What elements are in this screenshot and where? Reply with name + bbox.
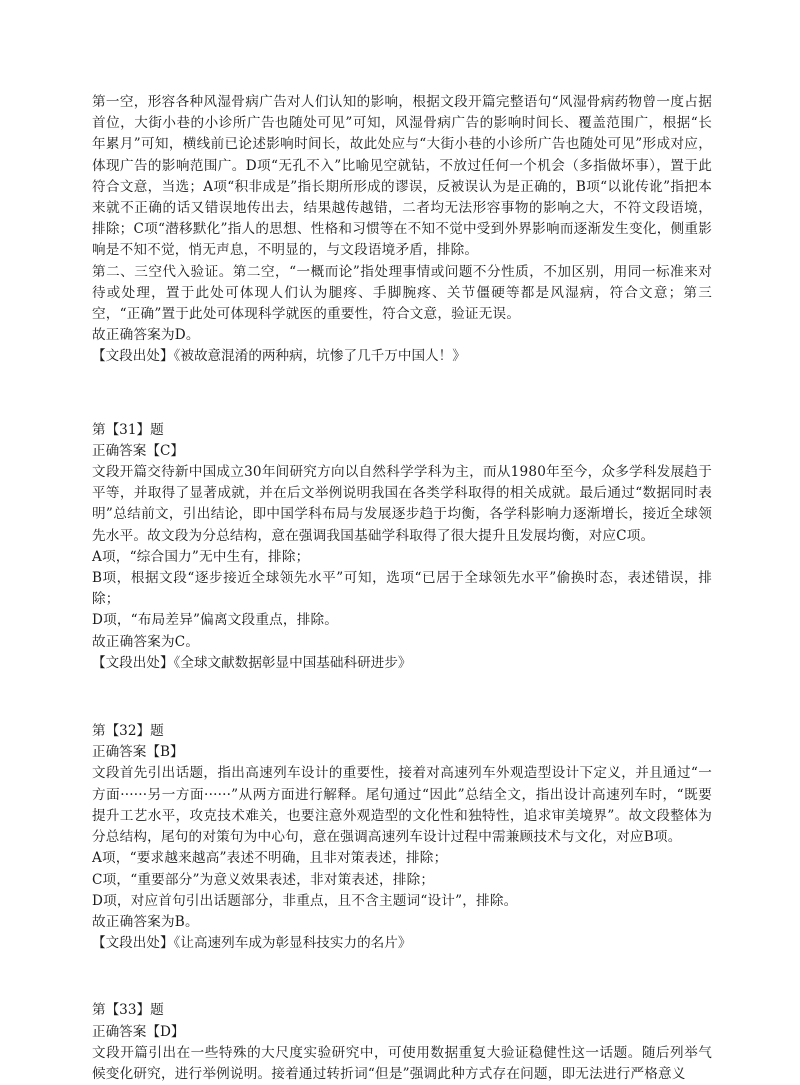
question-32-title: 第【32】题 (92, 723, 164, 740)
question-32-option-a: A项，“要求越来越高”表述不明确，且非对策表述，排除； (92, 850, 448, 867)
question-32-answer: 故正确答案为B。 (92, 913, 199, 930)
question-32-analysis: 文段首先引出话题，指出高速列车设计的重要性，接着对高速列车外观造型设计下定义，并且通过“一方面······另一方面······”从两方面进行解释。尾句通过“因此”总结全文，指出设计高速列车时，“既要提升工艺水平，攻克技术难关，也要注意外观造型的文化性和独特性，追求审美境界”。故文段整体为分总结构，尾句的对策句为中心句，意在强调高速列车设计过程中需兼顾技术与文化，对应B项。 (92, 765, 712, 846)
question-33-analysis: 文段开篇引出在一些特殊的大尺度实验研究中，可使用数据重复大验证稳健性这一话题。随后列举气候变化研究，进行举例说明。接着通过转折词“但是”强调此种方式存在问题，即无法进行严格意义 (92, 1044, 712, 1082)
question-32 (92, 721, 712, 954)
question-31-answer: 故正确答案为C。 (92, 633, 200, 650)
intro-source: 【文段出处】《被故意混淆的两种病，坑惨了几千万中国人！》 (92, 348, 466, 365)
question-31-option-b: B项，根据文段“逐步接近全球领先水平”可知，选项“已居于全球领先水平”偷换时态，表述错误，排除； (92, 570, 712, 608)
question-31-answer-line: 正确答案【C】 (92, 442, 184, 459)
question-31-option-a: A项，“综合国力”无中生有，排除； (92, 548, 310, 565)
intro-paragraph-1: 第一空，形容各种风湿骨病广告对人们认知的影响，根据文段开篇完整语句“风湿骨病药物曾一度占据首位，大街小巷的小诊所广告也随处可见”可知，风湿骨病广告的影响时间长、覆盖范围广，根据“长年累月”可知，横线前已论述影响时间长，故此处应与“大街小巷的小诊所广告也随处可见”形成对应，体现广告的影响范围广。D项“无孔不入”比喻见空就钻，不放过任何一个机会（多指做坏事），置于此符合文意，当选；A项“积非成是”指长期所形成的谬误，反被误认为是正确的，B项“以讹传讹”指把本来就不正确的话又错误地传出去，结果越传越错，二者均无法形容事物的影响之大，不符文段语境，排除；C项“潜移默化”指人的思想、性格和习惯等在不知不觉中受到外界影响而逐渐发生变化，侧重影响是不知不觉，悄无声息，不明显的，与文段语境矛盾，排除。 (92, 94, 712, 259)
question-31 (92, 420, 712, 674)
question-33-title: 第【33】题 (92, 1002, 164, 1019)
question-31-option-d: D项，“布局差异”偏离文段重点，排除。 (92, 612, 339, 629)
question-32-option-c: C项，“重要部分”为意义效果表述，非对策表述，排除； (92, 871, 435, 888)
intro-answer: 故正确答案为D。 (92, 327, 200, 344)
intro-paragraph-2: 第二、三空代入验证。第二空，“一概而论”指处理事情或问题不分性质，不加区别，用同一标准来对待或处理，置于此处可体现人们认为腿疼、手脚腕疼、关节僵硬等都是风湿病，符合文意；第三空，“正确”置于此处可体现科学就医的重要性，符合文意，验证无误。 (92, 263, 712, 323)
question-33 (92, 1000, 712, 1085)
question-32-answer-line: 正确答案【B】 (92, 744, 184, 761)
question-31-source: 【文段出处】《全球文献数据彰显中国基础科研进步》 (92, 654, 412, 671)
question-32-option-d: D项，对应首句引出话题部分，非重点，且不含主题词“设计”，排除。 (92, 892, 518, 909)
question-33-answer-line: 正确答案【D】 (92, 1023, 185, 1040)
question-32-source: 【文段出处】《让高速列车成为彰显科技实力的名片》 (92, 935, 412, 952)
document-page (92, 92, 712, 1085)
question-31-analysis: 文段开篇交待新中国成立30年间研究方向以自然科学学科为主，而从1980年至今，众多学科发展趋于平等，并取得了显著成就，并在后文举例说明我国在各类学科取得的相关成就。最后通过“数据同时表明”总结前文，引出结论，即中国学科布局与发展逐步趋于均衡，各学科影响力逐渐增长，接近全球领先水平。故文段为分总结构，意在强调我国基础学科取得了很大提升且发展均衡，对应C项。 (92, 464, 712, 544)
question-31-title: 第【31】题 (92, 421, 164, 438)
